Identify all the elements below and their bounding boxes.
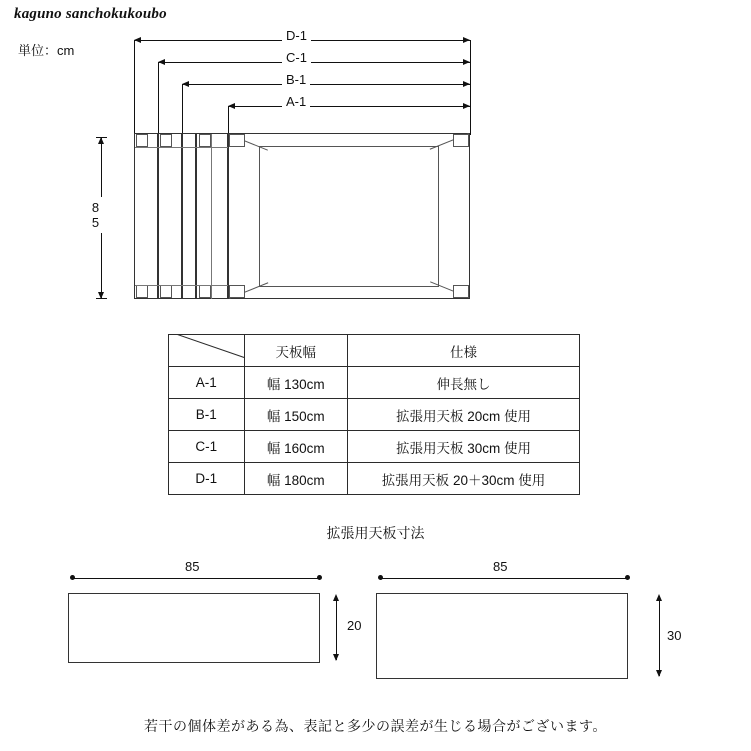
footnote: 若干の個体差がある為、表記と多少の誤差が生じる場合がございます。 [144, 718, 607, 734]
table-row [169, 463, 580, 495]
panel-20-width-label: 85 [181, 559, 203, 574]
row-width: 幅 160cm [244, 431, 347, 463]
table-left-frame [158, 133, 182, 299]
panel-20-body [68, 593, 320, 663]
extension-section-title: 拡張用天板寸法 [326, 525, 425, 541]
leg-block [453, 285, 469, 298]
row-code: B-1 [169, 399, 245, 431]
dimension-c1-label: C-1 [282, 50, 311, 65]
panel-30-depth-label: 30 [663, 628, 685, 643]
row-width: 幅 130cm [244, 367, 347, 399]
row-spec: 拡張用天板 30cm 使用 [347, 431, 579, 463]
row-code: A-1 [169, 367, 245, 399]
dimension-b1-label: B-1 [282, 72, 310, 87]
dimension-height-label: 85 [88, 197, 103, 233]
unit-note: 単位：cm [18, 43, 75, 58]
leg-block [229, 285, 245, 298]
row-spec: 伸長無し [347, 367, 579, 399]
leg-block [136, 134, 148, 147]
extension-slab-20 [182, 133, 196, 299]
row-code: D-1 [169, 463, 245, 495]
leg-block [160, 134, 172, 147]
spec-table [168, 334, 580, 495]
panel-30-width-label: 85 [489, 559, 511, 574]
row-spec: 拡張用天板 20＋30cm 使用 [347, 463, 579, 495]
table-header-spec: 仕様 [347, 335, 579, 367]
leg-block [160, 285, 172, 298]
table-left-end [134, 133, 158, 299]
table-header-row [169, 335, 580, 367]
row-width: 幅 180cm [244, 463, 347, 495]
dimension-a1-label: A-1 [282, 94, 310, 109]
dimension-d1-label: D-1 [282, 28, 311, 43]
table-header-width: 天板幅 [244, 335, 347, 367]
leg-block [136, 285, 148, 298]
diagonal-divider-icon [169, 335, 244, 366]
table-corner-cell [169, 335, 245, 367]
table-main-inner [259, 146, 439, 287]
row-code: C-1 [169, 431, 245, 463]
table-row [169, 367, 580, 399]
table-row [169, 399, 580, 431]
panel-20-depth-label: 20 [343, 618, 365, 633]
leg-block [199, 134, 211, 147]
table-row [169, 431, 580, 463]
row-width: 幅 150cm [244, 399, 347, 431]
brand-logo: kaguno sanchokukoubo [14, 6, 167, 22]
row-spec: 拡張用天板 20cm 使用 [347, 399, 579, 431]
extension-slab-30 [196, 133, 228, 299]
leg-block [453, 134, 469, 147]
leg-block [199, 285, 211, 298]
panel-30-body [376, 593, 628, 679]
leg-block [229, 134, 245, 147]
